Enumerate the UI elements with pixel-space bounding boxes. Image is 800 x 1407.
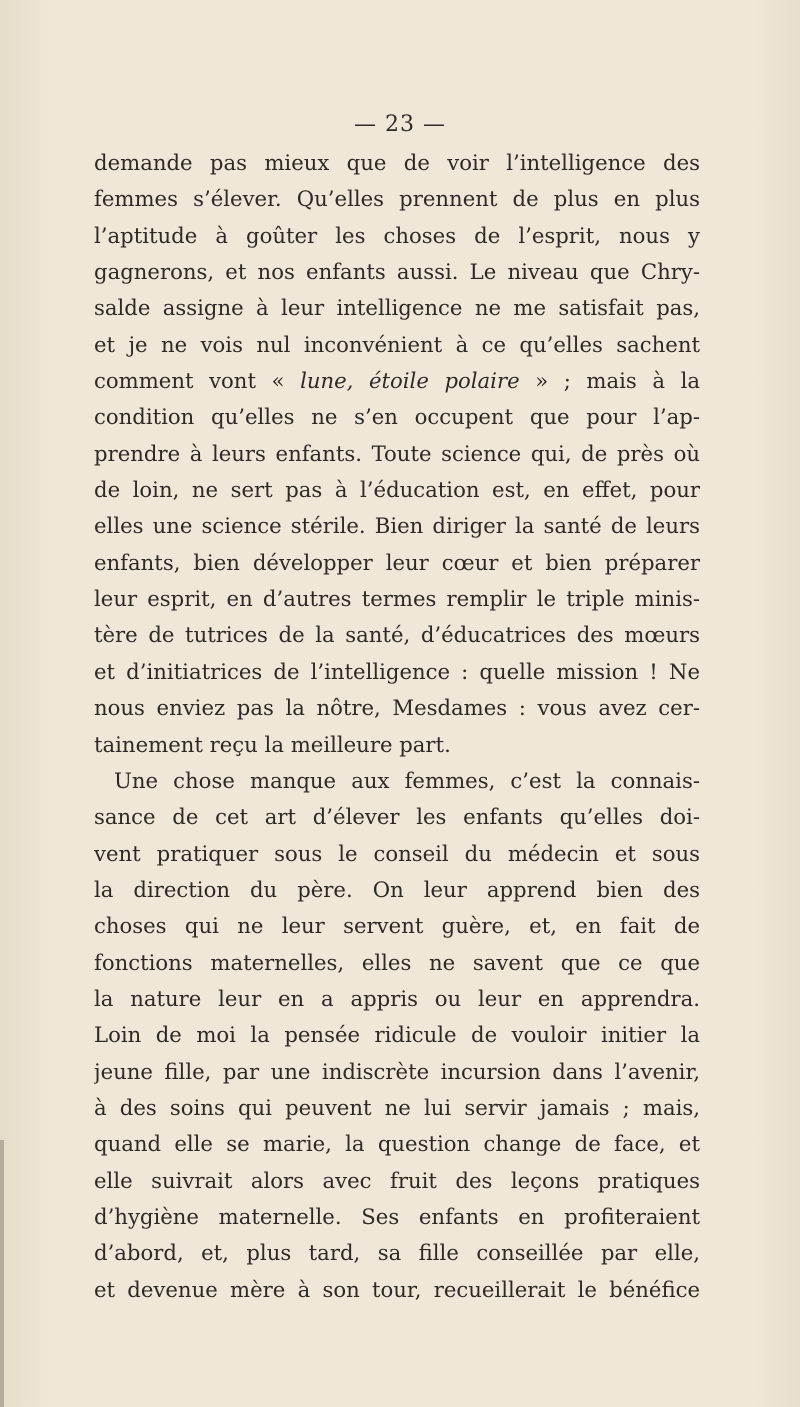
text-line: l’aptitude à goûter les choses de l’esprit, nous y [94,222,700,248]
text-line: salde assigne à leur intelligence ne me satisfait pas, [94,295,700,321]
text-line: fonctions maternelles, elles ne savent que ce que [94,949,700,975]
text-line: et je ne vois nul inconvénient à ce qu’elles sachent [94,331,700,357]
page-edge-mark [0,1140,4,1407]
text-line: d’abord, et, plus tard, sa fille conseillée par elle, [94,1240,700,1266]
body-text [94,145,700,1308]
text-line: tère de tutrices de la santé, d’éducatrices des mœurs [94,622,700,648]
text-line: prendre à leurs enfants. Toute science qui, de près où [94,440,700,466]
text-line: tainement reçu la meilleure part. [94,731,451,757]
text-line: sance de cet art d’élever les enfants qu’elles doi- [94,804,700,830]
text-line: leur esprit, en d’autres termes remplir le triple minis- [94,586,700,612]
text-line: demande pas mieux que de voir l’intelligence des [94,150,700,175]
text-segment: » ; mais à la [519,368,700,394]
text-line: et d’initiatrices de l’intelligence : quelle mission ! Ne [94,658,700,684]
text-line: quand elle se marie, la question change de face, et [94,1131,700,1157]
text-line: nous enviez pas la nôtre, Mesdames : vous avez cer- [94,695,700,721]
text-line: de loin, ne sert pas à l’éducation est, en effet, pour [94,477,700,503]
text-line: femmes s’élever. Qu’elles prennent de plus en plus [94,186,700,212]
text-line: choses qui ne leur servent guère, et, en fait de [94,913,700,939]
text-line: d’hygiène maternelle. Ses enfants en profiteraient [94,1203,700,1229]
text-line: elle suivrait alors avec fruit des leçons pratiques [94,1167,700,1193]
text-line: condition qu’elles ne s’en occupent que pour l’ap- [94,404,700,430]
text-segment: comment vont « [94,368,301,394]
text-line: Loin de moi la pensée ridicule de vouloir initier la [94,1022,700,1048]
text-line: et devenue mère à son tour, recueillerait le bénéfice [94,1276,700,1302]
text-line: à des soins qui peuvent ne lui servir jamais ; mais, [94,1094,700,1120]
text-line: gagnerons, et nos enfants aussi. Le niveau que Chry- [94,259,700,285]
text-line [94,363,700,399]
text-line: la nature leur en a appris ou leur en apprendra. [94,985,700,1011]
text-line: enfants, bien développer leur cœur et bien préparer [94,549,700,575]
text-line: elles une science stérile. Bien diriger la santé de leurs [94,513,700,539]
italic-phrase: lune, étoile polaire [300,368,520,394]
text-line: vent pratiquer sous le conseil du médecin et sous [94,840,700,866]
page-number: — 23 — [354,112,446,137]
text-line: la direction du père. On leur apprend bien des [94,876,700,902]
text-line: Une chose manque aux femmes, c’est la connais- [114,767,700,793]
text-line: jeune fille, par une indiscrète incursion dans l’avenir, [94,1058,700,1084]
